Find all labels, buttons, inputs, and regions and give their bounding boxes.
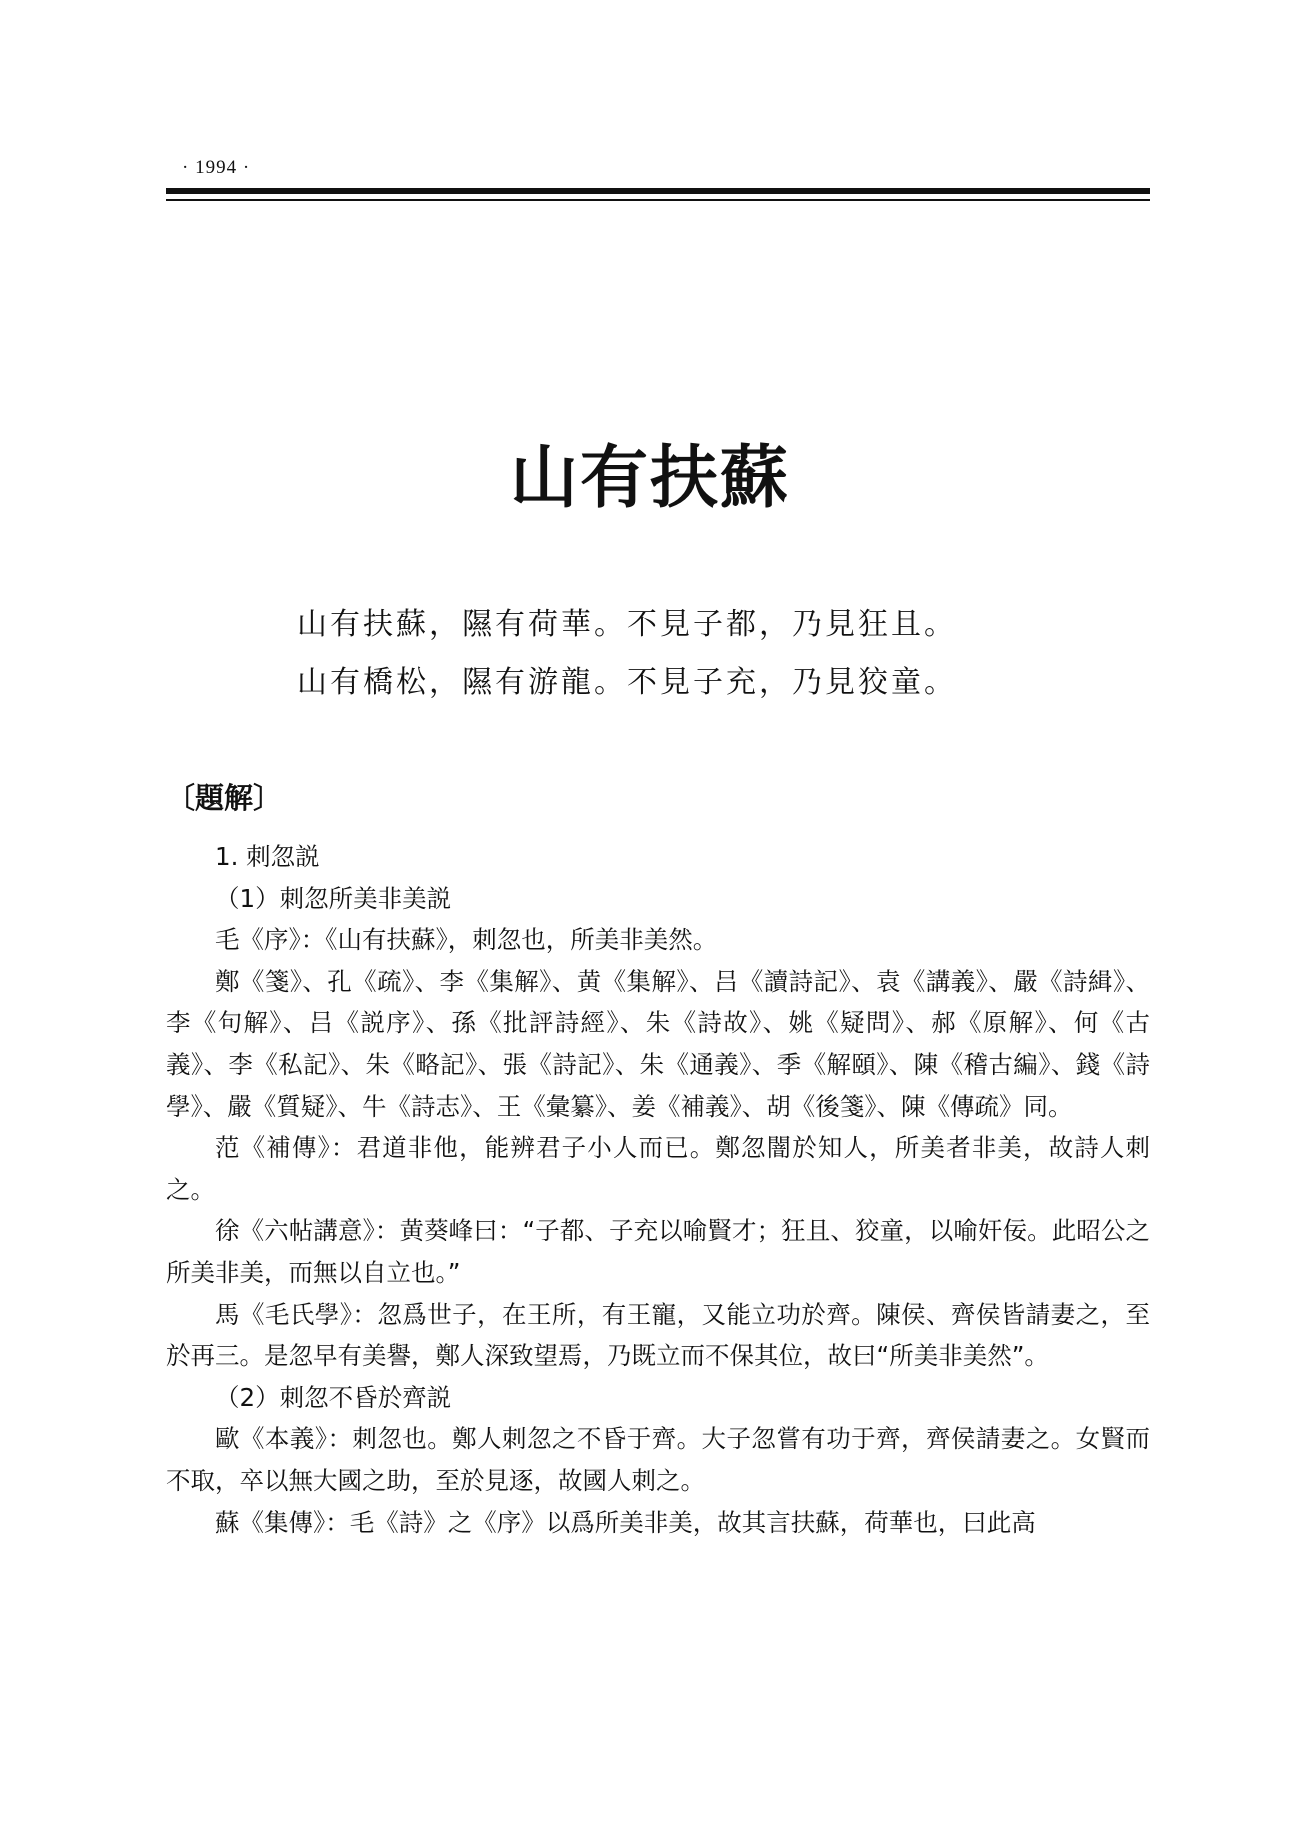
header-rule-thick [166, 188, 1150, 194]
page-title: 山有扶蘇 [509, 438, 790, 518]
subheading-1-2: （2）刺忽不昏於齊説 [215, 1382, 452, 1412]
poem-line-2: 山有橋松，隰有游龍。不見子充，乃見狡童。 [297, 665, 957, 700]
page-number: · 1994 · [182, 157, 251, 178]
paragraph-ou-benyi: 歐《本義》：刺忽也。鄭人刺忽之不昏于齊。大子忽嘗有功于齊，齊侯請妻之。女賢而不取，卒以無大國之助，至於見逐，故國人刺之。 [166, 1424, 1150, 1495]
paragraph-sources-list: 鄭《箋》、孔《疏》、李《集解》、黄《集解》、吕《讀詩記》、袁《講義》、嚴《詩緝》、李《句解》、吕《説序》、孫《批評詩經》、朱《詩故》、姚《疑問》、郝《原解》、何《古義》、李《私記》、朱《略記》、張《詩記》、朱《通義》、季《解頤》、陳《稽古編》、錢《詩學》、嚴《質疑》、牛《詩志》、王《彙纂》、姜《補義》、胡《後箋》、陳《傳疏》同。 [166, 966, 1150, 1121]
poem-text [297, 596, 957, 712]
commentary-body [166, 836, 1150, 1543]
paragraph-fan-buzhuan: 范《補傳》：君道非他，能辨君子小人而已。鄭忽闇於知人，所美者非美，故詩人刺之。 [166, 1133, 1150, 1204]
section-heading: 〔題解〕 [166, 781, 283, 815]
subheading-1-1: （1）刺忽所美非美説 [215, 883, 452, 913]
subheading-1: 1. 刺忽説 [215, 842, 320, 871]
paragraph-su-jizhuan: 蘇《集傳》：毛《詩》之《序》以爲所美非美，故其言扶蘇，荷華也，曰此高 [215, 1507, 1036, 1537]
poem-line-1: 山有扶蘇，隰有荷華。不見子都，乃見狂且。 [297, 607, 957, 642]
paragraph-xu-liutie: 徐《六帖講意》：黄葵峰曰：“子都、子充以喻賢才；狂且、狡童，以喻奸佞。此昭公之所美非美，而無以自立也。” [166, 1216, 1150, 1287]
paragraph-ma-maoshixue: 馬《毛氏學》：忽爲世子，在王所，有王寵，又能立功於齊。陳侯、齊侯皆請妻之，至於再三。是忽早有美譽，鄭人深致望焉，乃既立而不保其位，故曰“所美非美然”。 [166, 1299, 1150, 1371]
header-rule-thin [166, 199, 1150, 201]
paragraph-mao-xu: 毛《序》：《山有扶蘇》，刺忽也，所美非美然。 [215, 925, 718, 955]
